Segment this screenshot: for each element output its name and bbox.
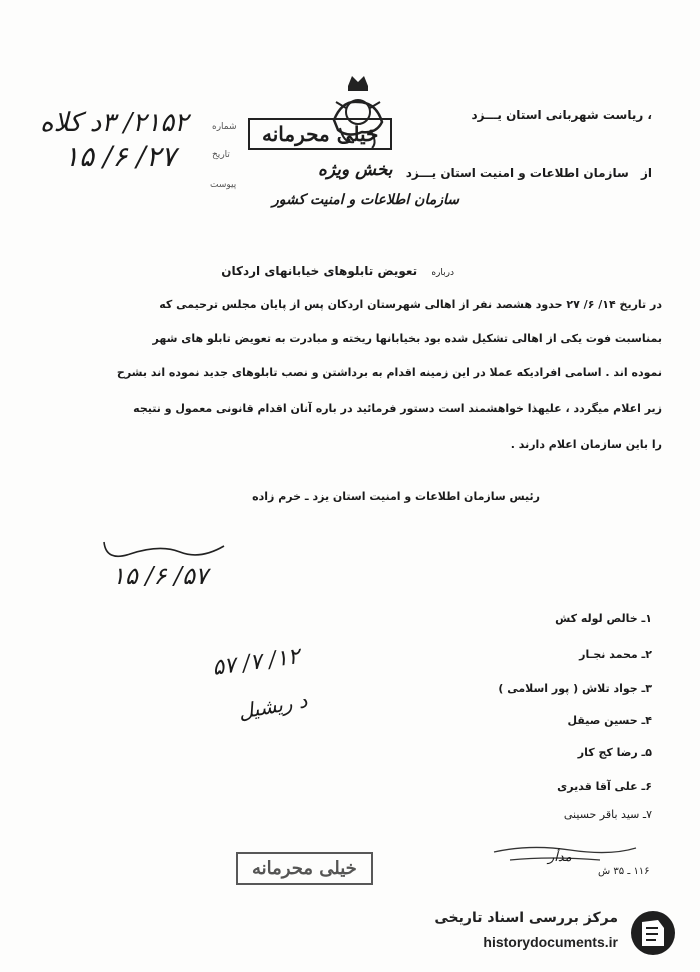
attachment-label: پیوست (210, 180, 237, 190)
handwritten-date-left: ۵۷/ ۶/ ۱۵ (112, 562, 208, 590)
recipient-line: ، ریاست شهربانی استان یـــزد (471, 108, 652, 122)
list-item: ۲ـ محمد نجـار (579, 648, 652, 661)
from-prefix: از (640, 166, 652, 180)
subject-label: درباره (431, 268, 454, 278)
list-item: ۳ـ جواد تلاش ( پور اسلامی ) (498, 682, 652, 695)
number-label: شماره (212, 122, 237, 132)
handwritten-note-date: ۱۲/ ۷/ ۵۷ (210, 644, 302, 681)
bottom-scribble-text: مدأر (548, 850, 572, 865)
body-line: بمناسبت فوت یکی از اهالی تشکیل شده بود بخیابانها ریخته و مبادرت به تعویض تابلو های شهر (152, 332, 662, 345)
sender-name: سازمان اطلاعات و امنیت استان یـــزد (405, 166, 629, 180)
watermark-logo-icon (628, 908, 678, 958)
list-item: ۵ـ رضا کج کار (577, 746, 652, 759)
body-line: زیر اعلام میگردد ، علیهذا خواهشمند است دستور فرمائید در باره آنان اقدام قانونی معمول و نتیجه (133, 402, 662, 415)
watermark-url: historydocuments.ir (483, 934, 618, 950)
emblem-caption: بخش ویژه (318, 160, 393, 180)
body-line: نموده اند . اسامی افرادیکه عملا در این زمینه اقدام به برداشتن و نصب تابلوهای جدید نموده اند بشرح (116, 366, 662, 379)
list-item: ۶ـ علی آقا قدیری (557, 780, 652, 793)
signature-line: رئیس سازمان اطلاعات و امنیت استان یزد ـ خرم زاده (252, 490, 540, 503)
list-item: ۱ـ خالص لوله کش (555, 612, 652, 625)
date-value: ۲۷/ ۶/ ۱۵ (64, 140, 176, 173)
subject-line (221, 264, 454, 278)
sender-line (406, 166, 652, 180)
signature-scribble-icon (100, 532, 230, 566)
list-item: ۴ـ حسین صیقل (567, 714, 652, 727)
date-label: تاریخ (212, 150, 230, 160)
body-line: را باین سازمان اعلام دارند . (510, 438, 662, 451)
watermark-title: مرکز بررسی اسناد تاریخی (434, 910, 618, 926)
bottom-confidential-stamp: خیلی محرمانه (236, 852, 373, 885)
org-caption: سازمان اطلاعات و امنیت کشور (272, 192, 459, 208)
watermark (418, 904, 686, 960)
number-value: ۲۱۵۲/ ۳د کلاه (40, 108, 189, 138)
subject-text: تعویض تابلوهای خیابانهای اردکان (221, 264, 418, 278)
top-confidential-stamp: خیلی محرمانه (248, 118, 392, 150)
body-line: در تاریخ ۱۴/ ۶/ ۲۷ حدود هشصد نفر از اهالی شهرستان اردکان پس از پایان مجلس ترحیمی که (159, 298, 662, 311)
handwritten-note-text: د ریشیل (236, 688, 310, 724)
list-item: ۷ـ سید باقر حسینی (563, 808, 652, 821)
form-code: ۱۱۶ ـ ۳۵ ش (598, 866, 650, 877)
